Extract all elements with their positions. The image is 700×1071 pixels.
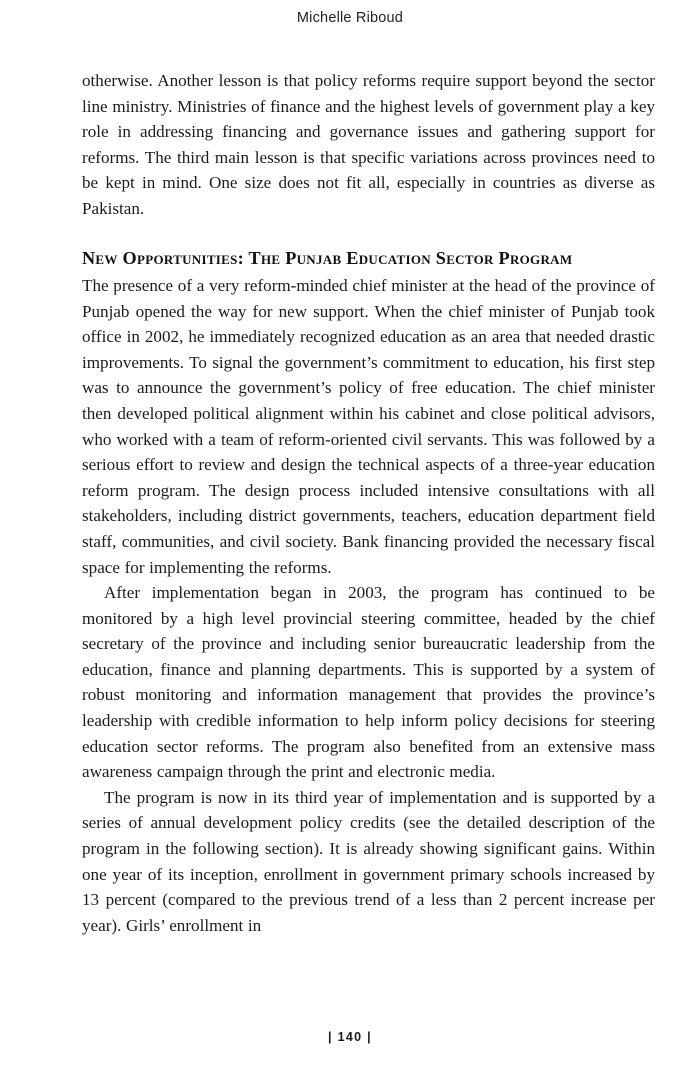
page-content xyxy=(82,68,655,938)
page-number-folio: | 140 | xyxy=(328,1030,372,1044)
paragraph-after-implementation: After implementation began in 2003, the program has continued to be monitored by a high level provincial steering committee, headed by the chief secretary of the province and including senior bureaucratic leadership from the education, finance and planning departments. This is supported by a system of robust monitoring and information management that provides the province’s leadership with credible information to help inform policy decisions for steering education sector reforms. The program also benefited from an extensive mass awareness campaign through the print and electronic media. xyxy=(82,583,655,782)
paragraph-presence: The presence of a very reform-minded chief minister at the head of the province of Punjab opened the way for new support. When the chief minister of Punjab took office in 2002, he immediately recognized education as an area that needed drastic improvements. To signal the government’s commitment to education, his first step was to announce the government’s policy of free education. The chief minister then developed political alignment within his cabinet and close political advisors, who worked with a team of reform-oriented civil servants. This was followed by a serious effort to review and design the technical aspects of a three-year education reform program. The design process included intensive consultations with all stakeholders, including district governments, teachers, education department field staff, communities, and civil society. Bank financing provided the necessary fiscal space for implementing the reforms. xyxy=(82,275,655,577)
paragraph-third-year: The program is now in its third year of implementation and is supported by a series of annual development policy credits (see the detailed description of the program in the following section). It is already showing significant gains. Within one year of its inception, enrollment in government primary schools increased by 13 percent (compared to the previous trend of a less than 2 percent increase per year). Girls’ enrollment in xyxy=(82,787,655,935)
section-heading: New Opportunities: The Punjab Education Sector Program xyxy=(82,247,573,268)
paragraph-lessons: otherwise. Another lesson is that policy reforms require support beyond the sector line ministry. Ministries of finance and the highest levels of government play a key role in addressing financing and governance issues and gathering support for reforms. The third main lesson is that specific variations across provinces need to be kept in mind. One size does not fit all, especially in countries as diverse as Pakistan. xyxy=(82,71,655,218)
running-head: Michelle Riboud xyxy=(296,10,404,26)
heading-spacer xyxy=(82,222,655,246)
